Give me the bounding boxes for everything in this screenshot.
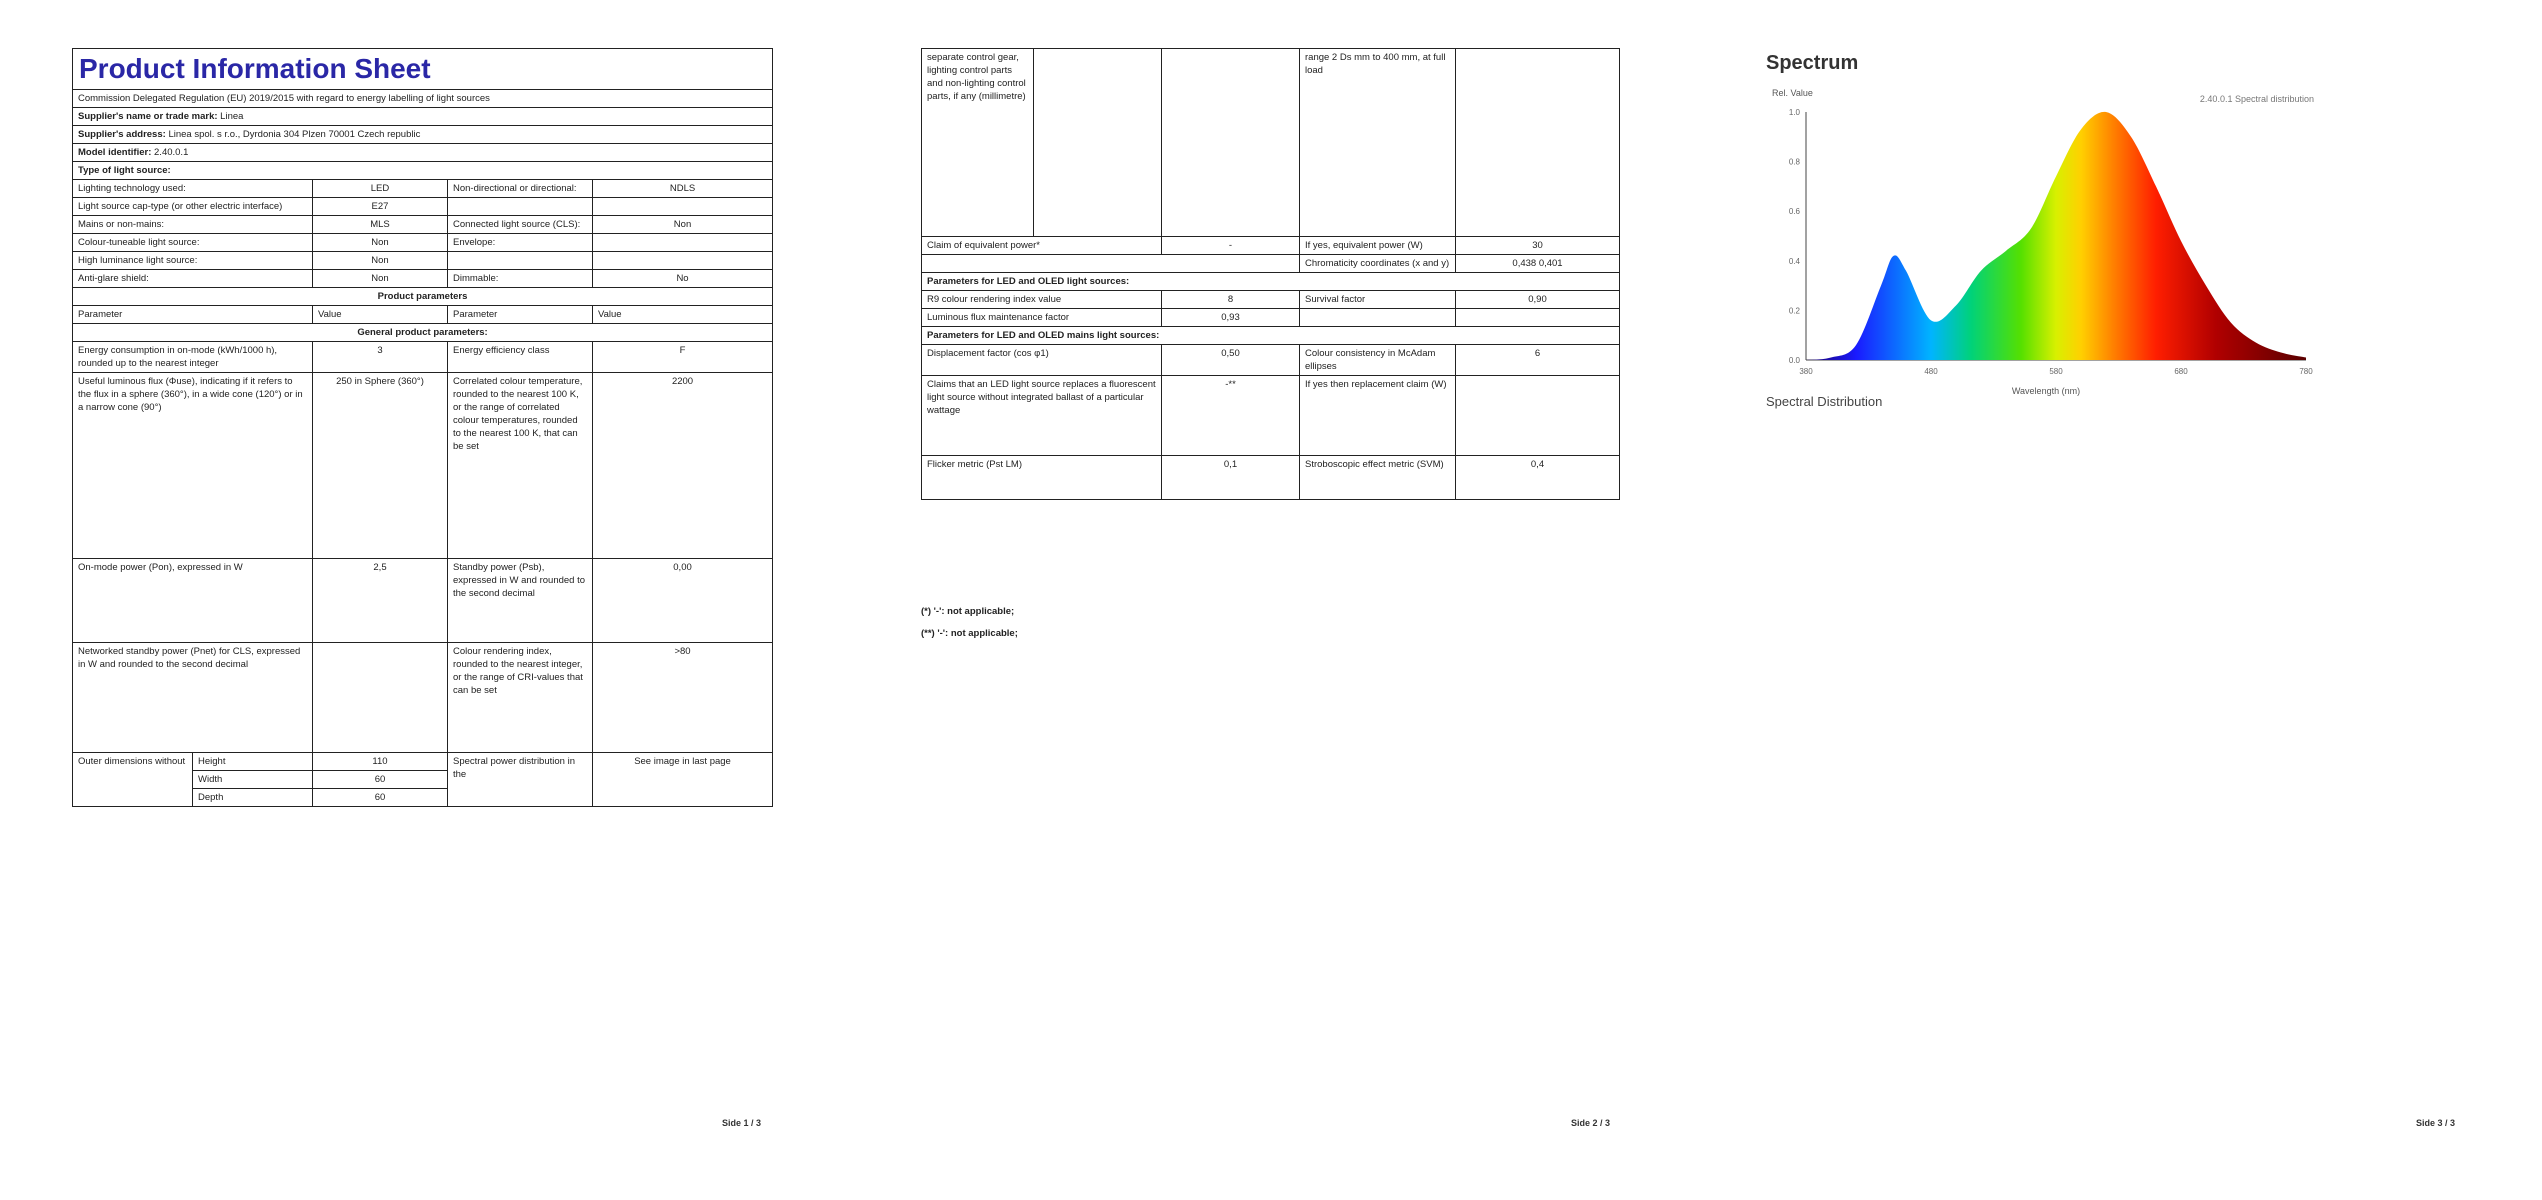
type-header: Type of light source: (73, 162, 773, 180)
type-row: Anti-glare shield: Non Dimmable: No (73, 270, 773, 288)
model-identifier-row: Model identifier: 2.40.0.1 (73, 144, 773, 162)
y-tick-label: 0.2 (1788, 306, 1800, 316)
page-1 (0, 0, 847, 1200)
type-row: Light source cap-type (or other electric interface) E27 (73, 198, 773, 216)
product-params-header: Product parameters (73, 288, 773, 306)
dimension-row: Depth 60 (73, 789, 773, 807)
product-info-table-continued (921, 48, 1620, 500)
led-row: Luminous flux maintenance factor 0,93 (922, 309, 1620, 327)
x-tick-label: 580 (2049, 367, 2063, 376)
chart-caption: Spectral Distribution (1766, 394, 1883, 409)
spectrum-chart (1766, 82, 2326, 402)
x-tick-label: 480 (1924, 367, 1938, 376)
led-row: R9 colour rendering index value 8 Survival factor 0,90 (922, 291, 1620, 309)
page-2 (847, 0, 1694, 1200)
x-tick-label: 380 (1799, 367, 1813, 376)
y-tick-label: 1.0 (1788, 108, 1800, 117)
dimension-row: Width 60 (73, 771, 773, 789)
type-row: High luminance light source: Non (73, 252, 773, 270)
type-row: Mains or non-mains: MLS Connected light source (CLS): Non (73, 216, 773, 234)
page-3 (1694, 0, 2542, 1200)
general-row: On-mode power (Pon), expressed in W 2,5 Standby power (Psb), expressed in W and rounded to the second decimal 0,00 (73, 559, 773, 643)
dimension-row: Outer dimensions without Height 110 Spectral power distribution in the See image in last page (73, 753, 773, 771)
regulation-text: Commission Delegated Regulation (EU) 2019/2015 with regard to energy labelling of light sources (73, 90, 773, 108)
led-params-header: Parameters for LED and OLED light sources: (922, 273, 1620, 291)
note-1: (*) '-': not applicable; (921, 606, 1015, 617)
legend-entry: 2.40.0.1 Spectral distribution (2199, 94, 2314, 104)
chromaticity-row: Chromaticity coordinates (x and y) 0,438 0,401 (922, 255, 1620, 273)
supplier-address-row: Supplier's address: Linea spol. s r.o., Dyrdonia 304 Plzen 70001 Czech republic (73, 126, 773, 144)
general-row: Useful luminous flux (Φuse), indicating if it refers to the flux in a sphere (360°), in a wide cone (120°) or in a narrow cone (90°) 250 in Sphere (360°) Correlated colour temperature, rounded to the nearest 100 K, or the range of correlated colour temperatures, rounded to the nearest 100 K, that can be set 2200 (73, 373, 773, 559)
general-params-header: General product parameters: (73, 324, 773, 342)
mains-params-header: Parameters for LED and OLED mains light sources: (922, 327, 1620, 345)
spd-label: Spectral power distribution in the (448, 753, 593, 807)
note-2: (**) '-': not applicable; (921, 628, 1018, 639)
spectrum-area (1806, 112, 2306, 360)
equivalent-power-row: Claim of equivalent power* - If yes, equivalent power (W) 30 (922, 237, 1620, 255)
type-row: Lighting technology used: LED Non-directional or directional: NDLS (73, 180, 773, 198)
x-tick-label: 780 (2299, 367, 2313, 376)
supplier-name-row: Supplier's name or trade mark: Linea (73, 108, 773, 126)
page-title: Product Information Sheet (73, 49, 773, 90)
x-axis-label: Wavelength (nm) (2011, 386, 2081, 396)
general-row: Networked standby power (Pnet) for CLS, expressed in W and rounded to the second decimal Colour rendering index, rounded to the nearest integer, or the range of CRI-values that can be set >80 (73, 643, 773, 753)
y-tick-label: 0.4 (1788, 256, 1800, 266)
chart-title: Spectrum (1766, 52, 1859, 74)
mains-row: Displacement factor (cos φ1) 0,50 Colour consistency in McAdam ellipses 6 (922, 345, 1620, 376)
product-info-table (72, 48, 773, 807)
mains-row: Flicker metric (Pst LM) 0,1 Stroboscopic effect metric (SVM) 0,4 (922, 456, 1620, 500)
mains-row: Claims that an LED light source replaces a fluorescent light source without integrated ballast of a particular wattage -** If yes then replacement claim (W) (922, 376, 1620, 456)
y-tick-label: 0.0 (1788, 356, 1800, 365)
outer-dimensions-label: Outer dimensions without (73, 753, 193, 807)
x-tick-label: 680 (2174, 367, 2188, 376)
y-axis-label: Rel. Value (1772, 88, 1813, 98)
spd-value: See image in last page (593, 753, 773, 807)
general-row: Energy consumption in on-mode (kWh/1000 h), rounded up to the nearest integer 3 Energy efficiency class F (73, 342, 773, 373)
type-row: Colour-tuneable light source: Non Envelope: (73, 234, 773, 252)
page-number: Side 3 / 3 (2416, 1118, 2456, 1128)
control-gear-row: separate control gear, lighting control parts and non-lighting control parts, if any (millimetre) range 2 Ds mm to 400 mm, at full load (922, 49, 1620, 237)
y-tick-label: 0.8 (1788, 157, 1800, 167)
param-header-row: Parameter Value Parameter Value (73, 306, 773, 324)
y-tick-label: 0.6 (1788, 207, 1800, 217)
page-number: Side 2 / 3 (1571, 1118, 1611, 1128)
page-number: Side 1 / 3 (722, 1118, 762, 1128)
